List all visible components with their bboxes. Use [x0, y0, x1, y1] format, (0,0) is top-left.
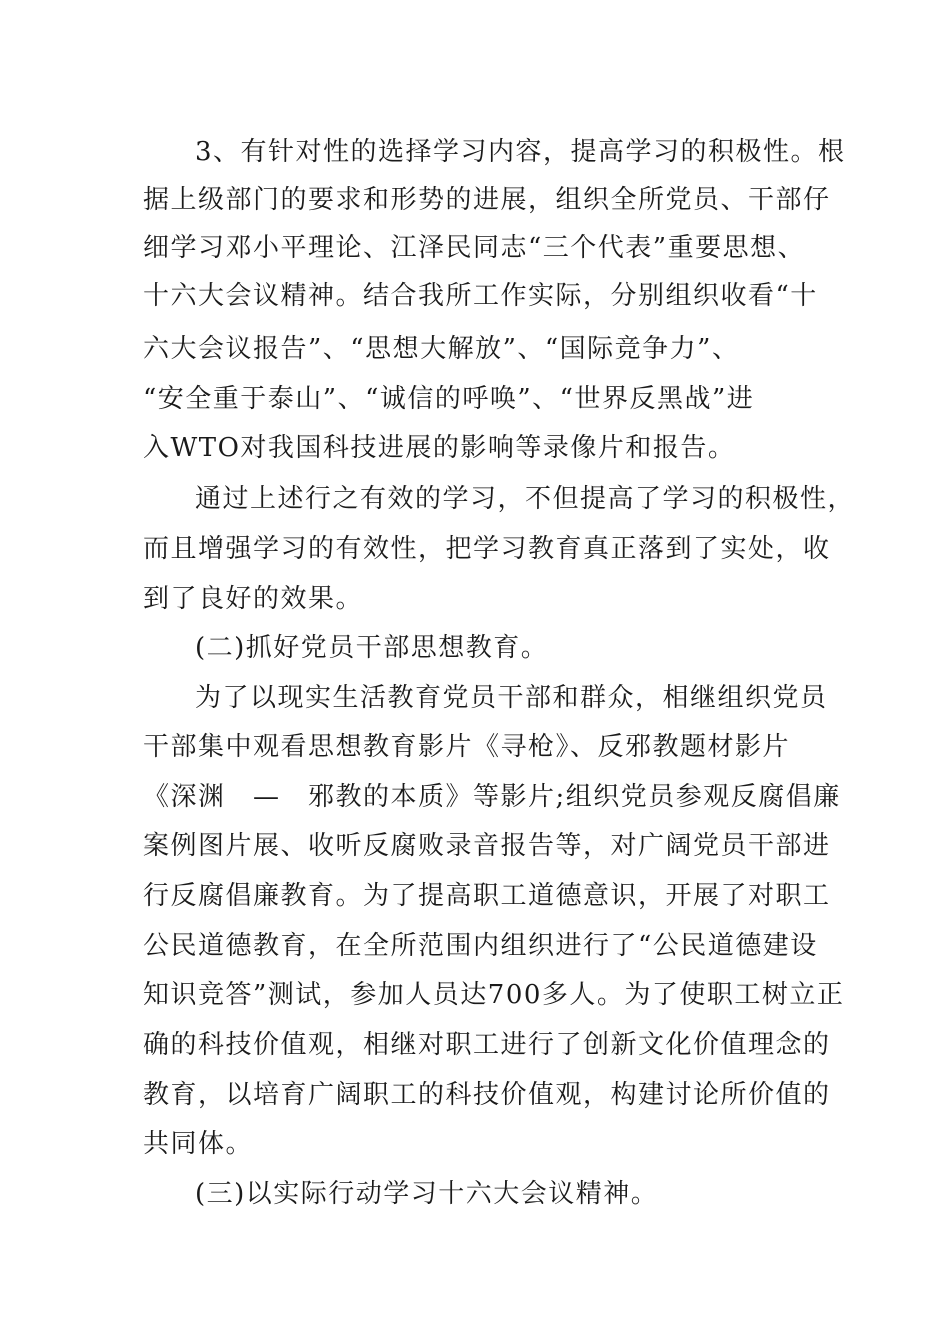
- paragraph-line: 而且增强学习的有效性，把学习教育真正落到了实处，收: [143, 534, 831, 564]
- paragraph-line: 教育，以培育广阔职工的科技价值观，构建讨论所价值的: [143, 1080, 831, 1110]
- paragraph-line: 据上级部门的要求和形势的进展，组织全所党员、干部仔: [143, 185, 831, 215]
- paragraph-line: 共同体。: [143, 1129, 254, 1159]
- paragraph-line: 入WTO对我国科技进展的影响等录像片和报告。: [143, 433, 736, 463]
- paragraph-line: 公民道德教育，在全所范围内组织进行了“公民道德建设: [143, 931, 818, 961]
- paragraph-line: 六大会议报告”、“思想大解放”、“国际竞争力”、: [143, 334, 740, 364]
- paragraph-line: “安全重于泰山”、“诚信的呼唤”、“世界反黑战”进: [143, 384, 755, 414]
- paragraph-line: 案例图片展、收听反腐败录音报告等，对广阔党员干部进: [143, 831, 831, 861]
- paragraph-line: 细学习邓小平理论、江泽民同志“三个代表”重要思想、: [143, 233, 806, 263]
- paragraph-line: 干部集中观看思想教育影片《寻枪》、反邪教题材影片: [143, 732, 791, 762]
- paragraph-line: 行反腐倡廉教育。为了提高职工道德意识，开展了对职工: [143, 881, 831, 911]
- paragraph-line: 知识竞答”测试，参加人员达700多人。为了使职工树立正: [143, 980, 845, 1010]
- paragraph-line: 《深渊 — 邪教的本质》等影片;组织党员参观反腐倡廉: [143, 782, 841, 812]
- paragraph-line: 为了以现实生活教育党员干部和群众，相继组织党员: [195, 683, 828, 713]
- paragraph-line: 确的科技价值观，相继对职工进行了创新文化价值理念的: [143, 1030, 831, 1060]
- section-heading: (二)抓好党员干部思想教育。: [195, 633, 549, 663]
- paragraph-line: 通过上述行之有效的学习，不但提高了学习的积极性，: [195, 484, 856, 514]
- paragraph-line: 到了良好的效果。: [143, 584, 364, 614]
- paragraph-line: 十六大会议精神。结合我所工作实际，分别组织收看“十: [143, 281, 818, 311]
- section-heading: (三)以实际行动学习十六大会议精神。: [195, 1179, 659, 1209]
- paragraph-line: 3、有针对性的选择学习内容，提高学习的积极性。根: [195, 137, 846, 167]
